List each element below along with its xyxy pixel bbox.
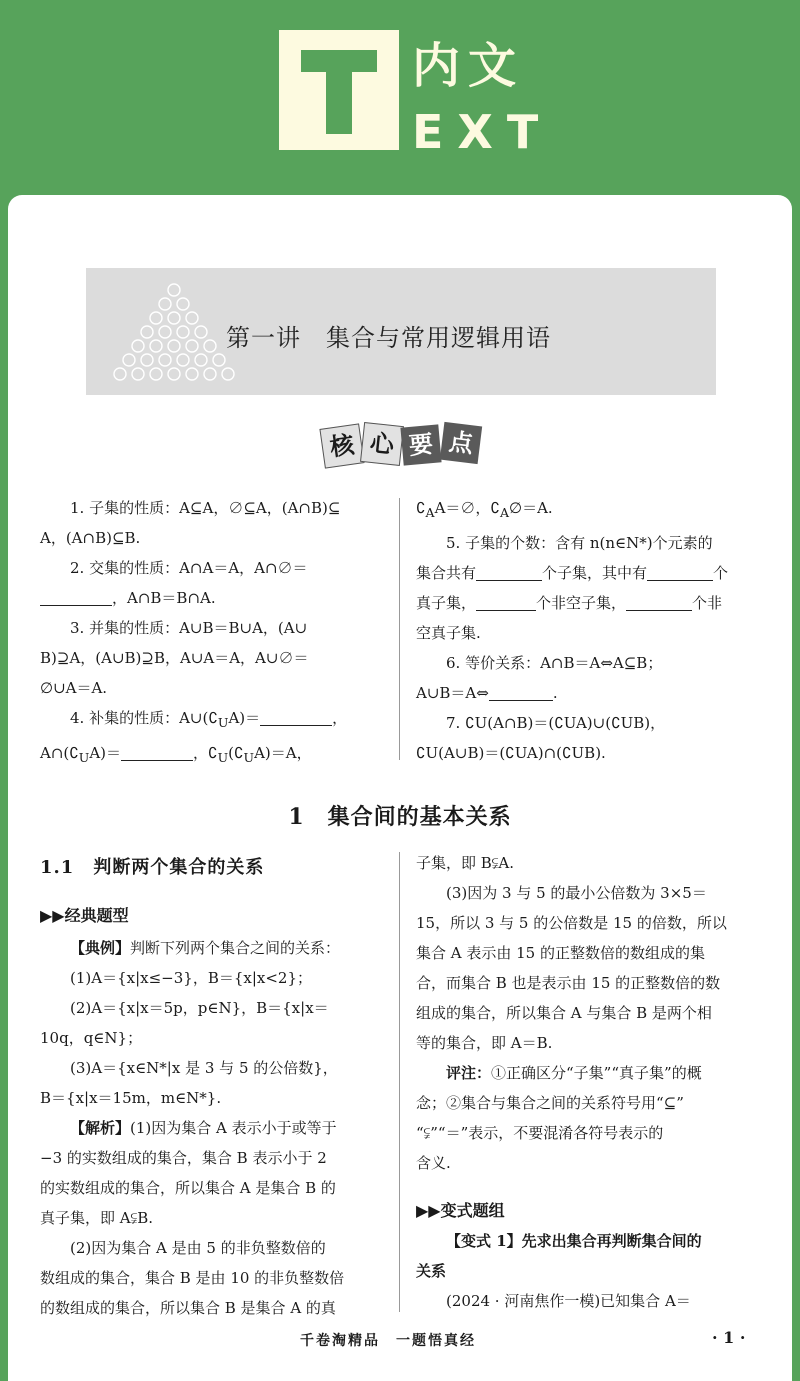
body-line: (2)因为集合 A 是由 5 的非负整数倍的: [70, 1239, 326, 1257]
body-line: (3)因为 3 与 5 的最小公倍数为 3×5＝: [446, 884, 707, 902]
body-right-column: [416, 848, 766, 1178]
core-line: $∁_AA=\emptyset$，$∁_A\emptyset=A$.: [416, 499, 553, 520]
core-line: ，A∩B＝B∩A.: [40, 583, 390, 613]
badge-char-4: 点: [440, 422, 482, 464]
answer-blank[interactable]: [647, 562, 713, 581]
badge-char-3: 要: [400, 424, 441, 465]
body-line: (2)A＝{x|x＝5p，p∈N}，B＝{x|x＝: [70, 999, 329, 1017]
body-line: 等的集合，即 A＝B.: [416, 1034, 553, 1052]
core-line: 集合共有 个子集，其中有 个: [416, 564, 729, 582]
badge-char-1: 核: [319, 423, 364, 468]
core-line: A，(A∩B)⊆B.: [40, 529, 141, 547]
body-line: “⫋”“＝”表示，不要混淆各符号表示的: [416, 1124, 664, 1142]
answer-blank[interactable]: [260, 707, 332, 726]
section-title: 1 集合间的基本关系: [288, 804, 512, 830]
body-line: 关系: [416, 1262, 447, 1280]
body-line: −3 的实数组成的集合，集合 B 表示小于 2: [40, 1149, 327, 1167]
body-line: 10q，q∈N}；: [40, 1029, 143, 1047]
subsection-title: 1.1 判断两个集合的关系: [40, 857, 265, 878]
body-line: 【变式 1】先求出集合再判断集合间的: [446, 1232, 702, 1250]
core-line: ∁U(A∪B)＝(∁UA)∩(∁UB).: [416, 744, 606, 762]
body-line: 真子集，即 A⫋B.: [40, 1209, 153, 1227]
core-line: 3. 并集的性质：A∪B＝B∪A，(A∪: [70, 619, 308, 637]
body-left-column: [40, 933, 390, 1323]
body-line: (3)A＝{x∈N*|x 是 3 与 5 的公倍数}，: [70, 1059, 338, 1077]
core-line: 7. ∁U(A∩B)＝(∁UA)∪(∁UB)，: [446, 714, 666, 732]
body-line: 子集，即 B⫋A.: [416, 854, 514, 872]
body-line: 含义.: [416, 1154, 451, 1172]
body-line: 数组成的集合，集合 B 是由 10 的非负整数倍: [40, 1269, 345, 1287]
core-line: 真子集， 个非空子集， 个非: [416, 594, 723, 612]
core-line: 5. 子集的个数：含有 n(n∈N*)个元素的: [446, 534, 713, 552]
core-line: 2. 交集的性质：A∩A＝A，A∩∅＝: [70, 559, 308, 577]
body-line: 组成的集合，所以集合 A 与集合 B 是两个相: [416, 1004, 712, 1022]
answer-blank[interactable]: [121, 742, 193, 761]
body-line: 合，而集合 B 也是表示由 15 的正整数倍的数: [416, 974, 721, 992]
header-title-cn: 内文: [412, 38, 525, 94]
core-line: ∅∪A＝A.: [40, 679, 108, 697]
core-line: 4. 补集的性质：$A\cup(∁_UA)=$ ，: [70, 709, 348, 730]
core-line: 空真子集.: [416, 624, 481, 642]
answer-blank[interactable]: [626, 592, 692, 611]
body-line: 【典例】判断下列两个集合之间的关系：: [70, 939, 341, 957]
body-line: 念；②集合与集合之间的关系符号用“⊆”: [416, 1094, 684, 1112]
body-line: 【解析】(1)因为集合 A 表示小于或等于: [70, 1119, 337, 1137]
chapter-title: 第一讲 集合与常用逻辑用语: [226, 324, 551, 352]
variant-block: [416, 1226, 766, 1316]
column-divider: [399, 498, 400, 760]
core-line: A∪B＝A⇔ .: [416, 684, 558, 702]
body-line: (2024 · 河南焦作一模)已知集合 A＝: [446, 1292, 691, 1310]
footer-slogan: 千卷淘精品 一题悟真经: [300, 1333, 476, 1349]
page-number: · 1 ·: [712, 1328, 746, 1347]
body-line: 集合 A 表示由 15 的正整数倍的数组成的集: [416, 944, 705, 962]
body-line: 评注：①正确区分“子集”“真子集”的概: [446, 1064, 702, 1082]
badge-char-2: 心: [360, 422, 404, 466]
dot-triangle-decoration: [104, 282, 244, 386]
answer-blank[interactable]: [40, 587, 112, 606]
core-line: 6. 等价关系：A∩B＝A⇔A⊆B；: [446, 654, 663, 672]
body-line: B＝{x|x＝15m，m∈N*}.: [40, 1089, 222, 1107]
classic-problem-tag: ▶▶经典题型: [40, 906, 129, 925]
core-points-left: [40, 493, 390, 773]
body-line: 的数组成的集合，所以集合 B 是集合 A 的真: [40, 1299, 336, 1317]
header-title-en: EXT: [412, 105, 553, 159]
body-line: 15，所以 3 与 5 的公倍数是 15 的倍数，所以: [416, 914, 727, 932]
core-points-right: [416, 493, 766, 768]
core-line: B)⊇A，(A∪B)⊇B，A∪A＝A，A∪∅＝: [40, 649, 309, 667]
answer-blank[interactable]: [476, 592, 536, 611]
core-line: 1. 子集的性质：A⊆A，∅⊆A，(A∩B)⊆: [70, 499, 341, 517]
answer-blank[interactable]: [476, 562, 542, 581]
answer-blank[interactable]: [489, 682, 553, 701]
core-line: $A\cap(∁_UA)=$ ，$∁_U(∁_UA)=A$，: [40, 744, 312, 765]
header-t-logo: [279, 30, 399, 150]
body-line: 的实数组成的集合，所以集合 A 是集合 B 的: [40, 1179, 336, 1197]
variant-group-tag: ▶▶变式题组: [416, 1201, 505, 1220]
column-divider: [399, 852, 400, 1312]
body-line: (1)A＝{x|x≤−3}，B＝{x|x<2}；: [70, 969, 313, 987]
